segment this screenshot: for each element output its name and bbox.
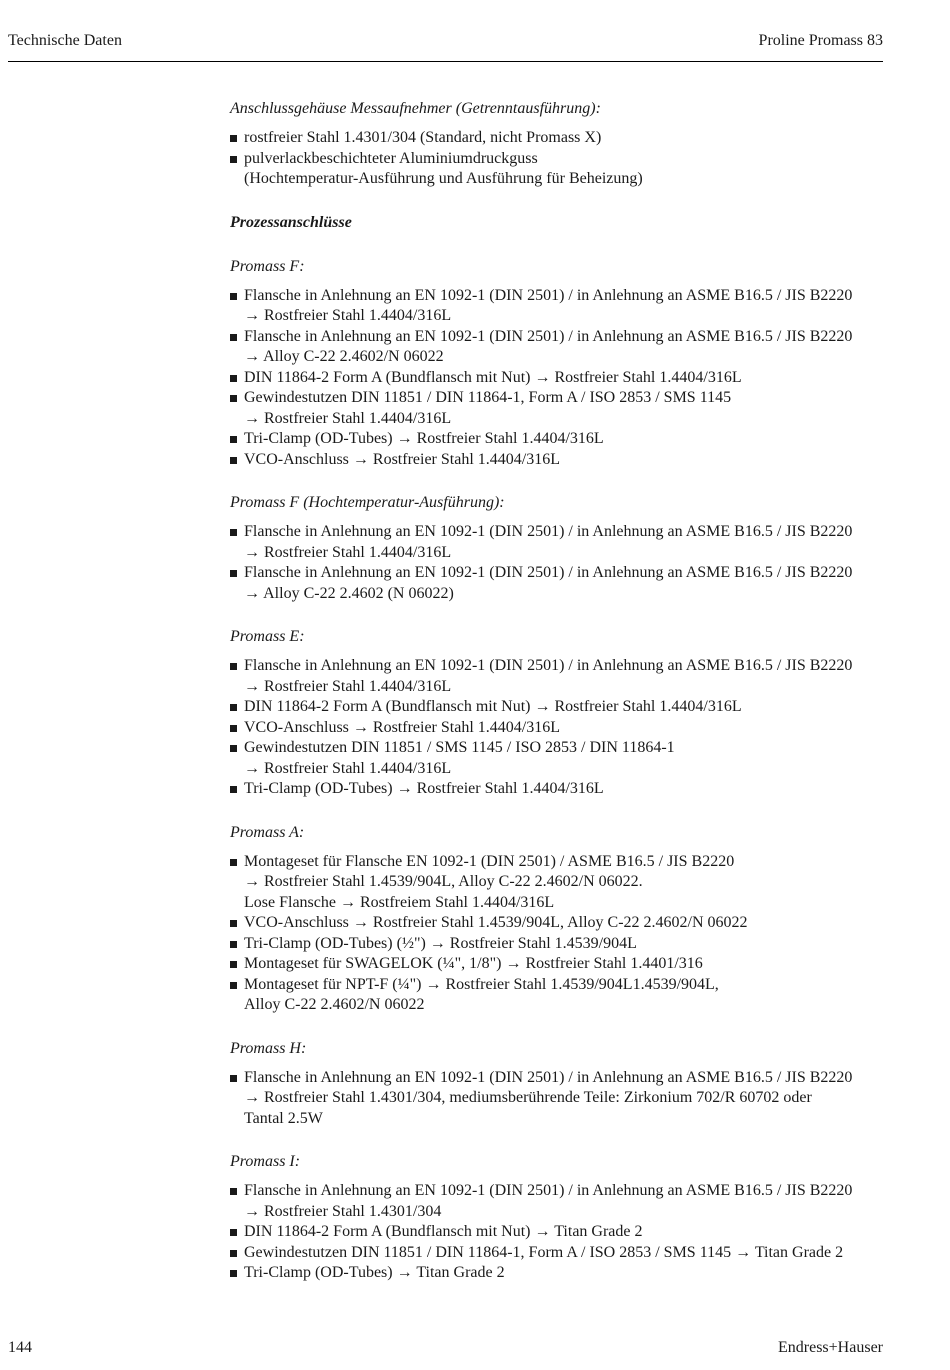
bullet-square-icon [230,457,237,464]
housing-heading: Anschlussgehäuse Messaufnehmer (Getrenntausführung): [230,100,601,117]
promass-f-ht-heading: Promass F (Hochtemperatur-Ausführung): [230,494,505,511]
list-item [230,954,890,975]
list-item-text: Tantal 2.5W [244,1109,323,1127]
list-item-text: → Rostfreier Stahl 1.4404/316L [244,543,452,561]
bullet-square-icon [230,961,237,968]
list-item-text: Flansche in Anlehnung an EN 1092-1 (DIN 2501) / in Anlehnung an ASME B16.5 / JIS B2220 [244,327,853,345]
list-item-text: DIN 11864-2 Form A (Bundflansch mit Nut) → Rostfreier Stahl 1.4404/316L [244,698,742,715]
bullet-square-icon [230,529,237,536]
bullet-square-icon [230,920,237,927]
bullet-square-icon [230,1188,237,1195]
list-item [230,656,890,697]
brand-name: Endress+Hauser [778,1339,883,1356]
list-item-text: → Rostfreier Stahl 1.4539/904L, Alloy C-22 2.4602/N 06022. [244,873,643,890]
list-item-text: VCO-Anschluss → Rostfreier Stahl 1.4539/904L, Alloy C-22 2.4602/N 06022 [244,914,748,931]
list-item-text: Flansche in Anlehnung an EN 1092-1 (DIN 2501) / in Anlehnung an ASME B16.5 / JIS B2220 [244,286,853,304]
list-item-text: → Rostfreier Stahl 1.4301/304 [244,1202,442,1220]
list-item [230,718,890,739]
list-item-text: → Alloy C-22 2.4602 (N 06022) [244,584,454,602]
list-item [230,563,890,604]
bullet-square-icon [230,135,237,142]
list-item-text: Flansche in Anlehnung an EN 1092-1 (DIN 2501) / in Anlehnung an ASME B16.5 / JIS B2220 [244,564,853,581]
list-item [230,429,890,450]
housing-list [230,128,890,190]
list-item [230,128,890,149]
bullet-square-icon [230,1250,237,1257]
header-section-title: Technische Daten [8,32,122,49]
bullet-square-icon [230,1229,237,1236]
list-item [230,1222,890,1243]
list-item [230,522,890,563]
process-heading: Prozessanschlüsse [230,213,352,231]
list-item [230,779,890,800]
list-item [230,697,890,718]
list-item [230,913,890,934]
bullet-square-icon [230,1270,237,1277]
bullet-square-icon [230,436,237,443]
list-item-text: Montageset für SWAGELOK (¼", 1/8") → Rostfreier Stahl 1.4401/316 [244,955,703,972]
list-item-text: DIN 11864-2 Form A (Bundflansch mit Nut) → Titan Grade 2 [244,1223,643,1240]
bullet-square-icon [230,745,237,752]
bullet-square-icon [230,1075,237,1082]
bullet-square-icon [230,375,237,382]
list-item [230,1181,890,1222]
bullet-square-icon [230,570,237,577]
list-item [230,738,890,779]
promass-h-heading: Promass H: [230,1039,307,1057]
list-item-text: Tri-Clamp (OD-Tubes) → Rostfreier Stahl 1.4404/316L [244,780,604,797]
bullet-square-icon [230,395,237,402]
bullet-square-icon [230,941,237,948]
list-item-text: (Hochtemperatur-Ausführung und Ausführung für Beheizung) [244,170,643,187]
list-item-text: VCO-Anschluss → Rostfreier Stahl 1.4404/316L [244,450,560,468]
list-item [230,852,890,914]
promass-e-heading: Promass E: [230,628,305,645]
bullet-square-icon [230,156,237,163]
list-item-text: Gewindestutzen DIN 11851 / DIN 11864-1, Form A / ISO 2853 / SMS 1145 [244,389,732,406]
list-item-text: VCO-Anschluss → Rostfreier Stahl 1.4404/316L [244,718,560,736]
promass-f-ht-list [230,522,890,604]
page-content [230,98,890,1284]
promass-a-list [230,852,890,1016]
list-item-text: Gewindestutzen DIN 11851 / DIN 11864-1, Form A / ISO 2853 / SMS 1145 → Titan Grade 2 [244,1243,844,1261]
list-item-text: rostfreier Stahl 1.4301/304 (Standard, nicht Promass X) [244,129,602,146]
list-item-text: Flansche in Anlehnung an EN 1092-1 (DIN 2501) / in Anlehnung an ASME B16.5 / JIS B2220 [244,523,853,540]
promass-i-list [230,1181,890,1284]
promass-f-heading: Promass F: [230,257,305,275]
list-item-text: → Alloy C-22 2.4602/N 06022 [244,348,444,365]
list-item [230,388,890,429]
bullet-square-icon [230,704,237,711]
list-item [230,286,890,327]
list-item [230,975,890,1016]
list-item-text: → Rostfreier Stahl 1.4404/316L [244,307,452,324]
page-number: 144 [8,1339,32,1356]
list-item [230,1263,890,1284]
bullet-square-icon [230,663,237,670]
list-item-text: Flansche in Anlehnung an EN 1092-1 (DIN 2501) / in Anlehnung an ASME B16.5 / JIS B2220 [244,1068,853,1086]
list-item-text: Lose Flansche → Rostfreiem Stahl 1.4404/316L [244,893,555,911]
list-item-text: → Rostfreier Stahl 1.4301/304, mediumsberührende Teile: Zirkonium 702/R 60702 oder [244,1089,812,1106]
list-item-text: Flansche in Anlehnung an EN 1092-1 (DIN 2501) / in Anlehnung an ASME B16.5 / JIS B2220 [244,657,853,674]
list-item-text: Gewindestutzen DIN 11851 / SMS 1145 / ISO 2853 / DIN 11864-1 [244,739,675,756]
page-header [8,31,883,62]
bullet-square-icon [230,786,237,793]
list-item-text: Tri-Clamp (OD-Tubes) → Titan Grade 2 [244,1264,505,1281]
list-item-text: Tri-Clamp (OD-Tubes) → Rostfreier Stahl 1.4404/316L [244,430,604,447]
list-item [230,1243,890,1264]
header-product-name: Proline Promass 83 [758,32,883,49]
promass-f-list [230,286,890,471]
promass-h-list [230,1068,890,1130]
bullet-square-icon [230,293,237,300]
list-item [230,368,890,389]
promass-e-list [230,656,890,800]
list-item-text: Flansche in Anlehnung an EN 1092-1 (DIN 2501) / in Anlehnung an ASME B16.5 / JIS B2220 [244,1182,853,1199]
list-item-text: Alloy C-22 2.4602/N 06022 [244,996,425,1013]
list-item [230,450,890,471]
list-item-text: Montageset für Flansche EN 1092-1 (DIN 2501) / ASME B16.5 / JIS B2220 [244,852,735,870]
list-item-text: → Rostfreier Stahl 1.4404/316L [244,677,452,695]
list-item-text: Montageset für NPT-F (¼") → Rostfreier Stahl 1.4539/904L1.4539/904L, [244,975,719,993]
list-item [230,149,890,190]
promass-i-heading: Promass I: [230,1153,301,1170]
bullet-square-icon [230,859,237,866]
list-item-text: pulverlackbeschichteter Aluminiumdruckguss [244,149,538,167]
bullet-square-icon [230,982,237,989]
list-item [230,327,890,368]
list-item-text: Tri-Clamp (OD-Tubes) (½") → Rostfreier Stahl 1.4539/904L [244,934,637,952]
bullet-square-icon [230,725,237,732]
list-item-text: DIN 11864-2 Form A (Bundflansch mit Nut) → Rostfreier Stahl 1.4404/316L [244,368,742,386]
bullet-square-icon [230,334,237,341]
list-item [230,1068,890,1130]
list-item-text: → Rostfreier Stahl 1.4404/316L [244,409,452,427]
list-item [230,934,890,955]
promass-a-heading: Promass A: [230,823,305,841]
list-item-text: → Rostfreier Stahl 1.4404/316L [244,759,452,777]
